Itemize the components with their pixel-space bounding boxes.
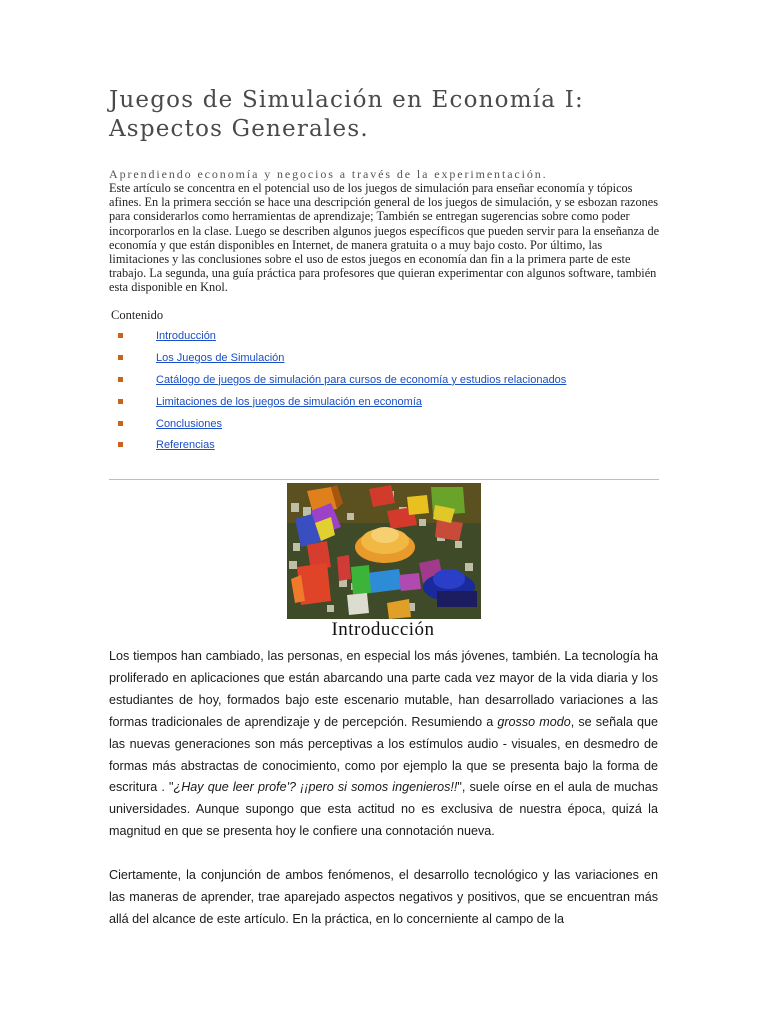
toc-link-catalogo[interactable]: Catálogo de juegos de simulación para cursos de economía y estudios relacionados — [156, 373, 567, 386]
section-heading-introduccion: Introducción — [331, 619, 435, 640]
toc-item — [118, 330, 566, 352]
square-bullet-icon — [118, 399, 123, 404]
toc-heading: Contenido — [111, 308, 164, 322]
emphasis-text: grosso modo — [497, 714, 571, 729]
toc-link-referencias[interactable]: Referencias — [156, 439, 215, 452]
toc-item — [118, 418, 566, 440]
simulation-city-illustration — [287, 483, 481, 619]
toc-item — [118, 352, 566, 374]
horizontal-divider — [109, 479, 659, 480]
square-bullet-icon — [118, 355, 123, 360]
toc-link-conclusiones[interactable]: Conclusiones — [156, 417, 223, 430]
emphasis-quote: ¿Hay que leer profe'? ¡¡pero si somos ingenieros!! — [173, 780, 458, 795]
intro-paragraph-2: Ciertamente, la conjunción de ambos fenómenos, el desarrollo tecnológico y las variaciones en las maneras de aprender, trae aparejado aspectos negativos y positivos, que se encuentran más allá del alcance de este artículo. En la práctica, en lo concerniente al campo de la — [109, 868, 658, 926]
toc-item — [118, 374, 566, 396]
toc-link-introduccion[interactable]: Introducción — [156, 330, 216, 342]
intro-paragraph-1: Los tiempos han cambiado, las personas, en especial los más jóvenes, también. La tecnología ha proliferado en aplicaciones que están abarcando una parte cada vez mayor de la vida diaria y los estudiantes de hoy, formados bajo este escenario mutable, han desarrollado variaciones a las formas tradicionales de aprendizaje y de percepción. Resumiendo a grosso modo, se señala que las nuevas generaciones son más perceptivas a los estímulos audio - visuales, en desmedro de formas más abstractas de conocimiento, como por ejemplo la que se presenta bajo la forma de escritura . "¿Hay que leer profe'? ¡¡pero si somos ingenieros!!", suele oírse en el aula de muchas universidades. Aunque supongo que esta actitud no es exclusiva de nuestra época, quizá la magnitud en que se presenta hoy le confiere una connotación nueva. — [109, 649, 658, 839]
square-bullet-icon — [118, 333, 123, 338]
toc-link-juegos-simulacion[interactable]: Los Juegos de Simulación — [156, 351, 285, 364]
square-bullet-icon — [118, 377, 123, 382]
article-title: Juegos de Simulación en Economía I: Aspectos Generales. — [109, 87, 584, 142]
toc-item — [118, 396, 566, 418]
article-subtitle: Aprendiendo economía y negocios a través de la experimentación. — [109, 167, 548, 181]
square-bullet-icon — [118, 421, 123, 426]
square-bullet-icon — [118, 442, 123, 447]
toc-link-limitaciones[interactable]: Limitaciones de los juegos de simulación en economía — [156, 395, 422, 408]
article-abstract: Este artículo se concentra en el potencial uso de los juegos de simulación para enseñar economía y tópicos afines. En la primera sección se hace una descripción general de los juegos de simulación, y se esbozan razones para considerarlos como herramientas de aprendizaje; También se entregan sugerencias sobre como poder incorporarlos en la clase. Luego se describen algunos juegos específicos que pueden servir para la enseñanza de economía y que están disponibles en Internet, de manera gratuita o a muy bajo costo. Por último, las limitaciones y las conclusiones sobre el uso de estos juegos en economía dan fin a la primera parte de este trabajo. La segunda, una guía práctica para profesores que quieran experimentar con algunos software, también esta disponible en Knol. — [109, 181, 660, 295]
table-of-contents — [118, 330, 566, 461]
toc-item — [118, 439, 566, 461]
